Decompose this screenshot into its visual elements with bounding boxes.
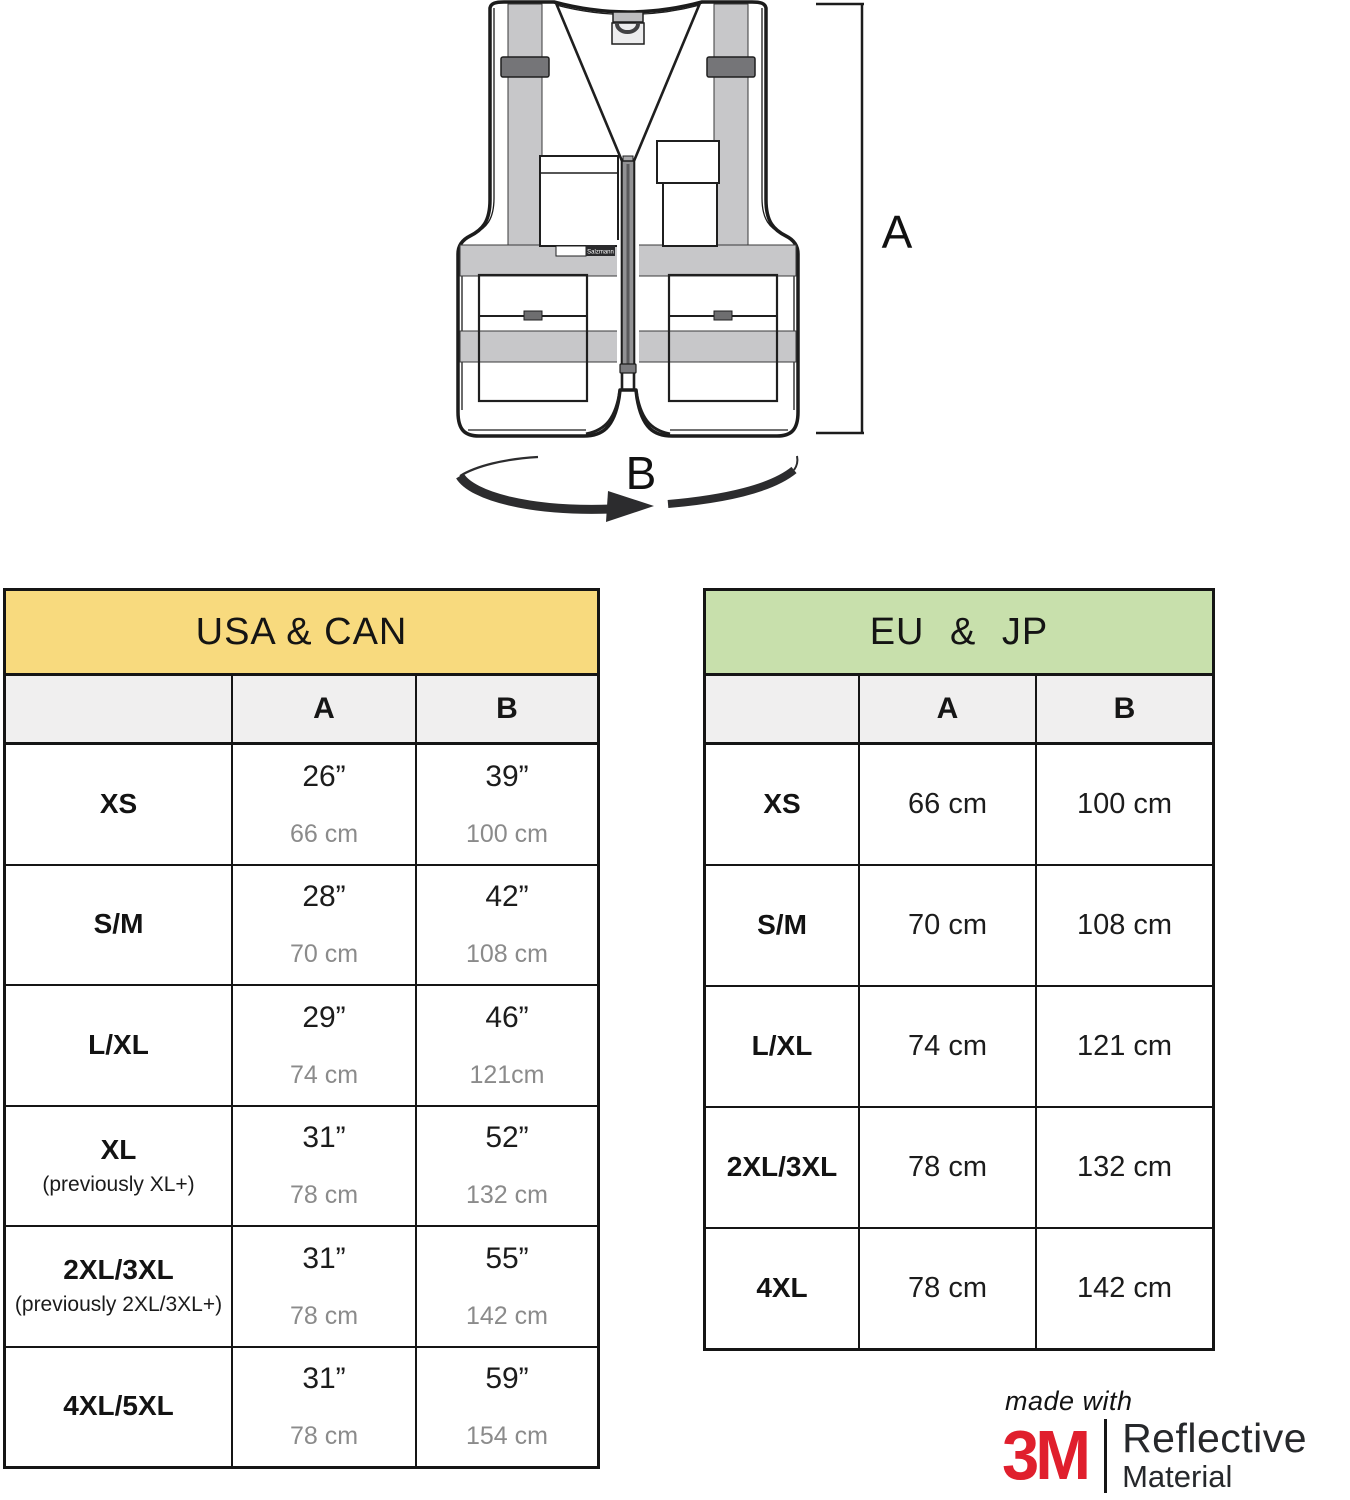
size-label: 4XL bbox=[756, 1272, 808, 1304]
value-a-cm: 66 cm bbox=[289, 819, 359, 848]
value-b-cm: 142 cm bbox=[1076, 1272, 1173, 1304]
value-a-cm: 66 cm bbox=[908, 788, 987, 820]
3m-branding-block bbox=[1002, 1386, 1348, 1494]
neck-hanger-tab bbox=[612, 12, 644, 44]
value-a-in: 31” bbox=[302, 1362, 346, 1396]
dimension-bracket-a bbox=[816, 4, 864, 433]
value-a-cm: 78 cm bbox=[908, 1151, 987, 1183]
value-b-cm: 142 cm bbox=[466, 1301, 548, 1330]
table-row bbox=[6, 984, 597, 1105]
3m-logo: 3M bbox=[1002, 1416, 1088, 1495]
value-a-in: 26” bbox=[302, 759, 346, 793]
value-b-in: 46” bbox=[485, 1000, 529, 1034]
value-b-cm: 121cm bbox=[469, 1060, 545, 1089]
eu-jp-header-row bbox=[706, 676, 1212, 745]
eu-jp-table bbox=[703, 588, 1215, 1351]
usa-can-table-title: USA & CAN bbox=[6, 591, 597, 676]
size-label: L/XL bbox=[751, 1030, 813, 1062]
value-a-cm: 70 cm bbox=[908, 909, 987, 941]
table-row bbox=[706, 1106, 1212, 1227]
corner-cell bbox=[706, 676, 858, 742]
col-header-a: A bbox=[858, 676, 1035, 742]
material-text: Material bbox=[1122, 1459, 1233, 1494]
value-b-cm: 132 cm bbox=[466, 1181, 548, 1210]
eu-jp-table-title: EU & JP bbox=[706, 591, 1212, 676]
id-pocket-flap bbox=[657, 141, 719, 183]
size-label: 4XL/5XL bbox=[63, 1390, 174, 1422]
table-row bbox=[706, 864, 1212, 985]
vest-brand-label bbox=[556, 245, 615, 256]
id-pocket-window bbox=[663, 183, 717, 246]
usa-can-header-row bbox=[6, 676, 597, 745]
table-row bbox=[6, 1105, 597, 1226]
label-a: A bbox=[881, 206, 913, 258]
value-b-cm: 132 cm bbox=[1076, 1151, 1173, 1183]
col-header-b: B bbox=[415, 676, 597, 742]
table-row bbox=[6, 864, 597, 985]
size-label: XS bbox=[99, 787, 138, 819]
value-a-cm: 70 cm bbox=[289, 940, 359, 969]
value-b-in: 59” bbox=[485, 1362, 529, 1396]
shoulder-tab-right bbox=[707, 57, 755, 77]
col-header-b: B bbox=[1035, 676, 1212, 742]
value-b-cm: 121 cm bbox=[1076, 1030, 1173, 1062]
value-b-in: 42” bbox=[485, 880, 529, 914]
table-row bbox=[706, 745, 1212, 864]
table-row bbox=[706, 985, 1212, 1106]
reflective-stripe-left bbox=[508, 4, 542, 245]
shoulder-tab-left bbox=[501, 57, 549, 77]
usa-can-table bbox=[3, 588, 600, 1469]
value-a-cm: 78 cm bbox=[289, 1422, 359, 1451]
value-b-cm: 100 cm bbox=[1076, 788, 1173, 820]
value-a-cm: 78 cm bbox=[908, 1272, 987, 1304]
table-row bbox=[706, 1227, 1212, 1348]
value-b-cm: 108 cm bbox=[1076, 909, 1173, 941]
value-b-in: 55” bbox=[485, 1241, 529, 1275]
reflective-stripe-right bbox=[714, 4, 748, 245]
value-a-cm: 74 cm bbox=[289, 1060, 359, 1089]
reflective-text: Reflective bbox=[1122, 1415, 1308, 1461]
value-a-cm: 78 cm bbox=[289, 1181, 359, 1210]
chest-pocket bbox=[540, 156, 618, 246]
value-a-in: 29” bbox=[302, 1000, 346, 1034]
size-label: 2XL/3XL bbox=[63, 1254, 174, 1286]
value-b-in: 52” bbox=[485, 1121, 529, 1155]
value-b-cm: 154 cm bbox=[466, 1422, 548, 1451]
value-a-in: 28” bbox=[302, 880, 346, 914]
size-label: XL bbox=[100, 1133, 137, 1165]
size-label: S/M bbox=[757, 909, 807, 941]
size-note: (previously 2XL/3XL+) bbox=[14, 1293, 223, 1317]
value-b-cm: 100 cm bbox=[466, 819, 548, 848]
label-b: B bbox=[625, 447, 657, 499]
size-label: XS bbox=[763, 788, 801, 820]
size-label: S/M bbox=[93, 908, 144, 940]
size-label: L/XL bbox=[88, 1028, 149, 1060]
value-b-cm: 108 cm bbox=[466, 940, 548, 969]
table-row bbox=[6, 745, 597, 864]
value-b-in: 39” bbox=[485, 759, 529, 793]
value-a-cm: 74 cm bbox=[908, 1030, 987, 1062]
corner-cell bbox=[6, 676, 231, 742]
value-a-in: 31” bbox=[302, 1241, 346, 1275]
vest-drawing bbox=[420, 0, 920, 530]
col-header-a: A bbox=[231, 676, 415, 742]
table-row bbox=[6, 1346, 597, 1467]
vest-brand-label-text: Salzmann bbox=[587, 249, 614, 256]
value-a-in: 31” bbox=[302, 1121, 346, 1155]
logo-divider bbox=[1104, 1419, 1107, 1493]
size-label: 2XL/3XL bbox=[726, 1151, 838, 1183]
vest-diagram bbox=[420, 0, 920, 530]
value-a-cm: 78 cm bbox=[289, 1301, 359, 1330]
made-with-text: made with bbox=[1005, 1386, 1133, 1416]
table-row bbox=[6, 1225, 597, 1346]
zipper bbox=[620, 156, 636, 373]
size-note: (previously XL+) bbox=[42, 1172, 195, 1196]
